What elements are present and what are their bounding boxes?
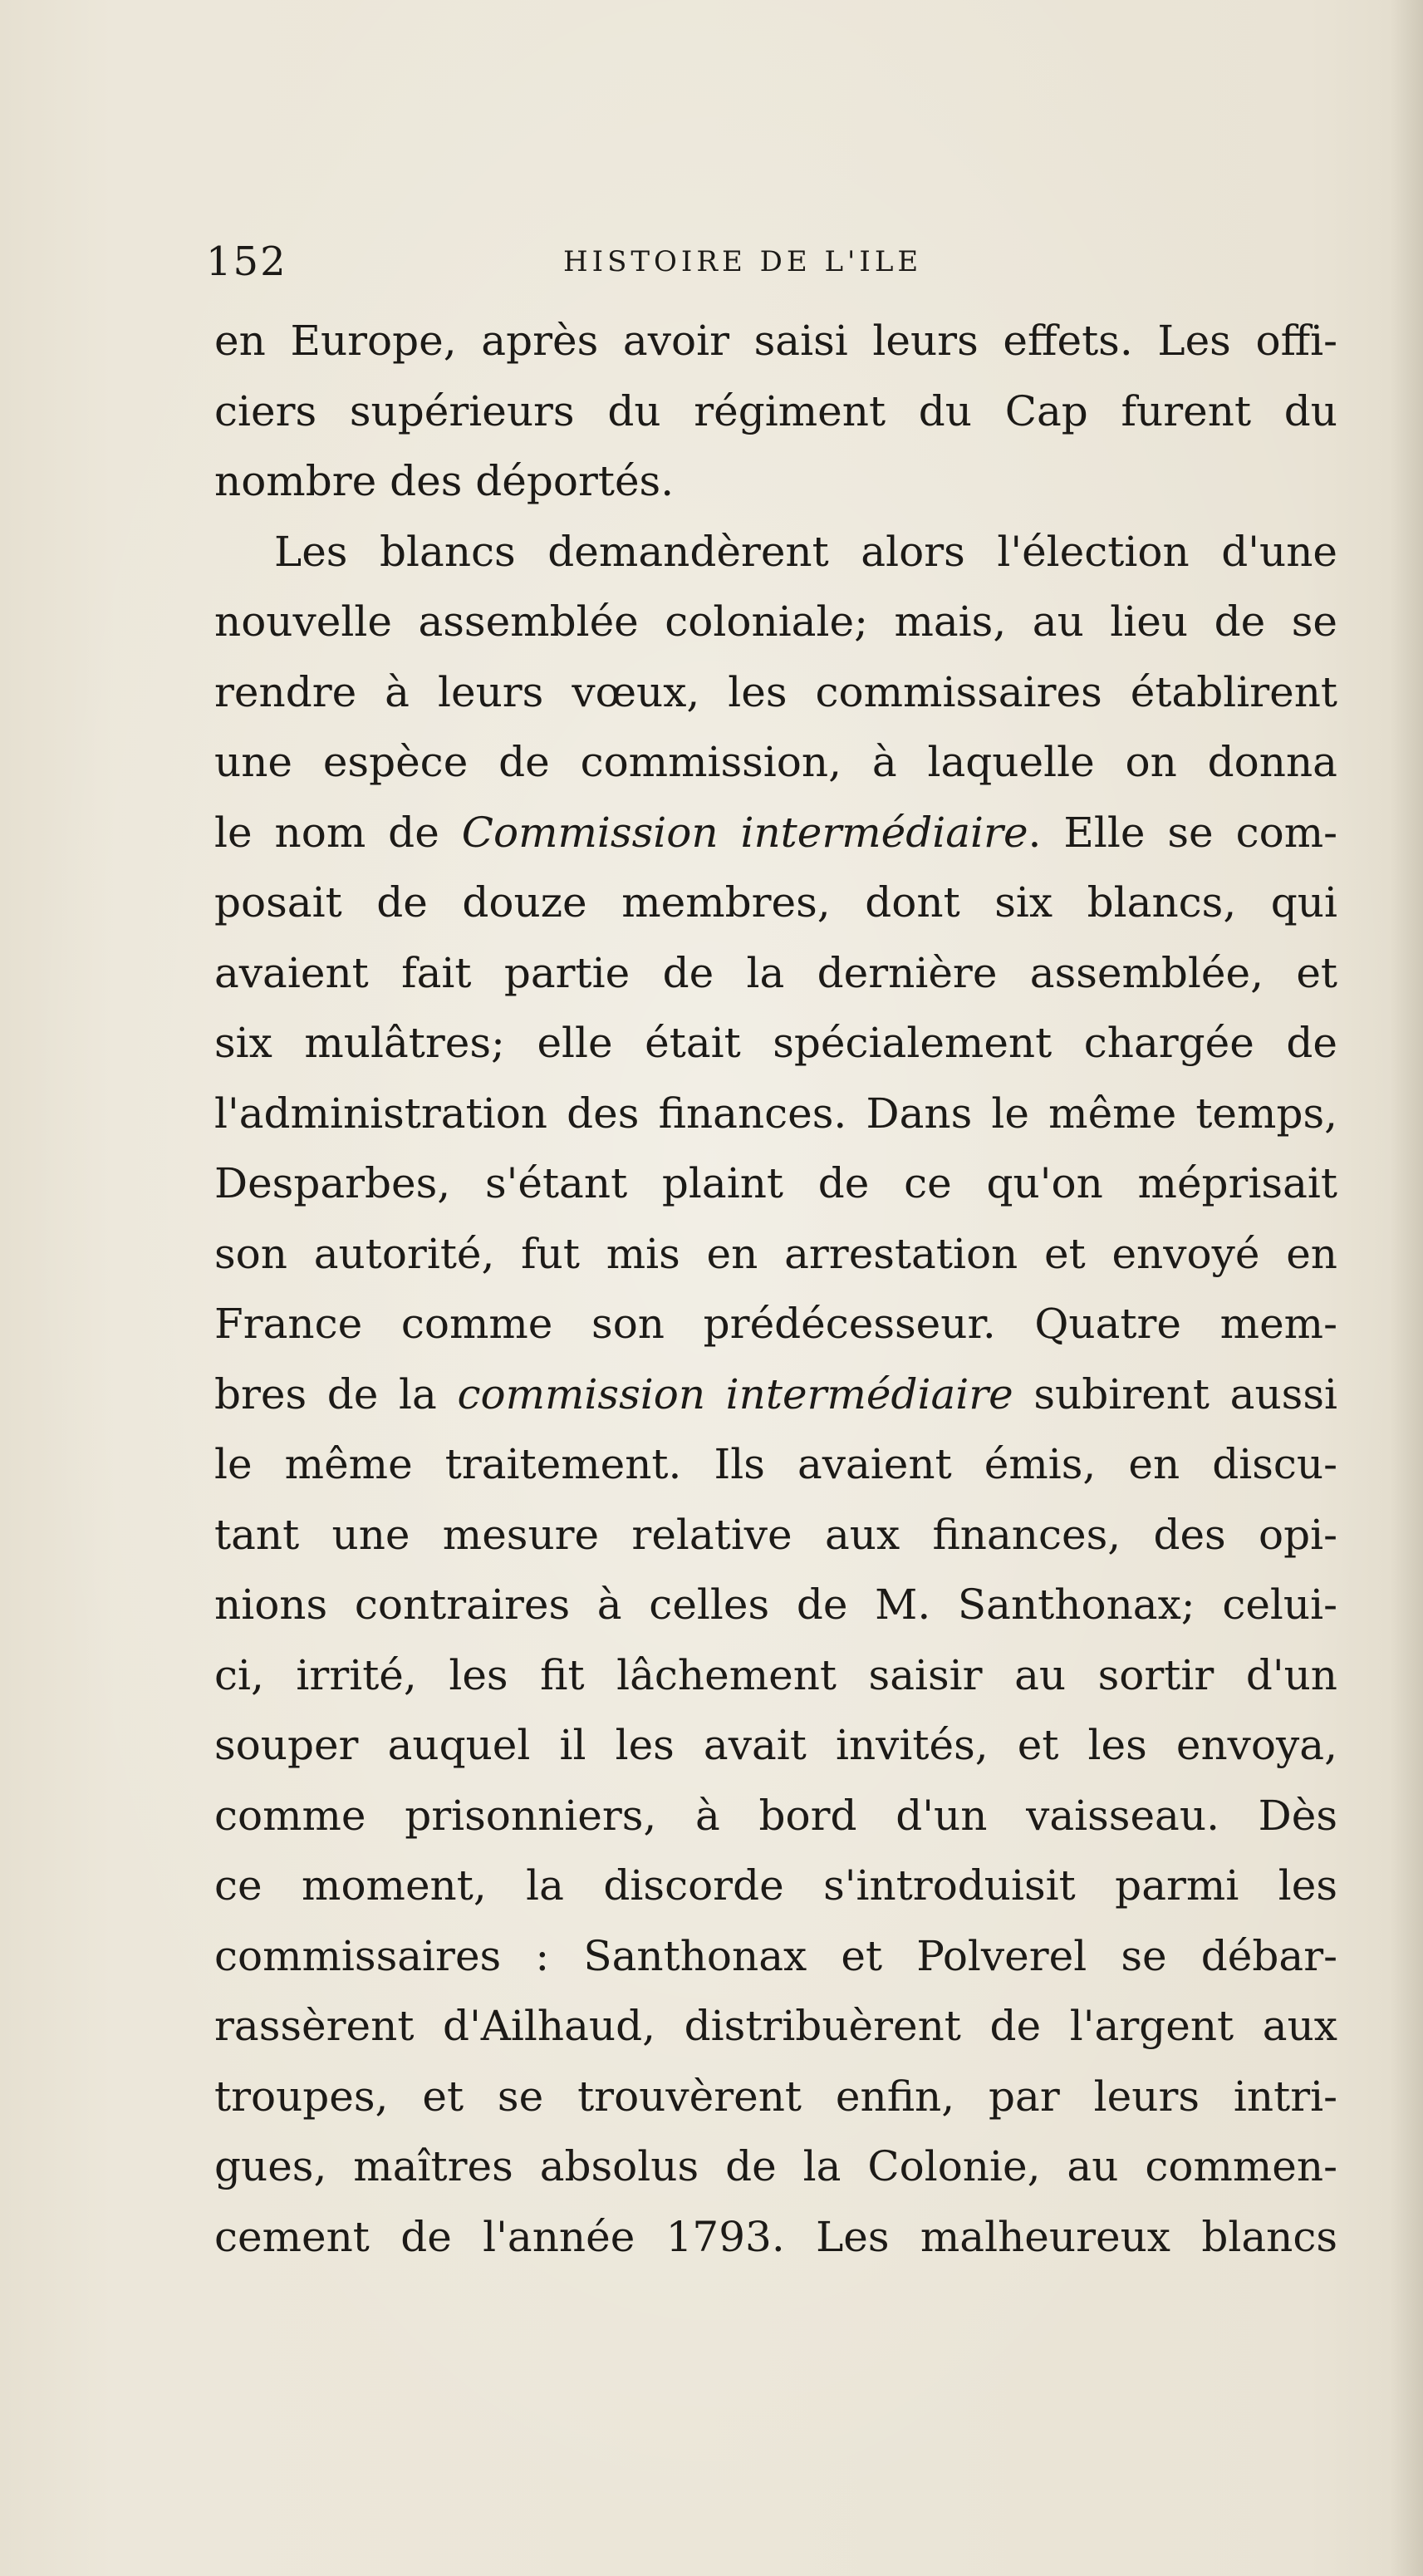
paragraph-start-line: Les blancs demandèrent alors l'élection d'une: [274, 527, 1337, 576]
text-line: nombre des déportés.: [214, 457, 675, 505]
text-line: tant une mesure relative aux finances, des opi-: [214, 1510, 1337, 1559]
page-edge-shadow: [1390, 0, 1423, 2576]
text-run: . Elle se com-: [1028, 808, 1338, 857]
text-line: avaient fait partie de la dernière assemblée, et: [214, 948, 1337, 997]
text-line: six mulâtres; elle était spécialement chargée de: [214, 1019, 1337, 1067]
text-line: France comme son prédécesseur. Quatre mem-: [214, 1300, 1337, 1348]
text-line: rendre à leurs vœux, les commissaires établirent: [214, 667, 1337, 716]
text-line: comme prisonniers, à bord d'un vaisseau. Dès: [214, 1791, 1337, 1840]
text-run: le nom de: [214, 808, 462, 857]
text-run: bres de la: [214, 1369, 458, 1418]
text-line: [214, 1359, 1337, 1430]
page-number: 152: [206, 238, 287, 285]
text-line: en Europe, après avoir saisi leurs effets. Les offi-: [214, 317, 1337, 365]
text-line: Desparbes, s'étant plaint de ce qu'on méprisait: [214, 1159, 1337, 1207]
text-line: le même traitement. Ils avaient émis, en discu-: [214, 1440, 1337, 1488]
page-header: [206, 237, 1336, 287]
text-line: nions contraires à celles de M. Santhonax; celui-: [214, 1581, 1337, 1629]
text-line: rassèrent d'Ailhaud, distribuèrent de l'argent aux: [214, 2002, 1337, 2050]
italic-term: commission intermédiaire: [457, 1369, 1013, 1418]
text-run: subirent aussi: [1013, 1369, 1337, 1418]
text-line: son autorité, fut mis en arrestation et envoyé en: [214, 1229, 1337, 1278]
text-line: gues, maîtres absolus de la Colonie, au commen-: [214, 2142, 1337, 2190]
text-line: ciers supérieurs du régiment du Cap furent du: [214, 386, 1337, 435]
text-line: souper auquel il les avait invités, et les envoya,: [214, 1721, 1337, 1769]
text-line: une espèce de commission, à laquelle on donna: [214, 738, 1337, 786]
text-line: troupes, et se trouvèrent enfin, par leurs intri-: [214, 2072, 1337, 2121]
text-line: nouvelle assemblée coloniale; mais, au lieu de se: [214, 597, 1337, 646]
text-line: ce moment, la discorde s'introduisit parmi les: [214, 1861, 1337, 1910]
running-title: HISTOIRE DE L'ILE: [563, 245, 923, 278]
text-line: posait de douze membres, dont six blancs, qui: [214, 878, 1337, 927]
text-line: l'administration des finances. Dans le même temps,: [214, 1089, 1337, 1138]
body-text: [214, 306, 1337, 2272]
text-line: cement de l'année 1793. Les malheureux blancs: [214, 2212, 1337, 2261]
italic-term: Commission intermédiaire: [461, 808, 1028, 857]
text-line: ci, irrité, les fit lâchement saisir au sortir d'un: [214, 1650, 1337, 1699]
text-line: [214, 798, 1337, 868]
text-line: commissaires : Santhonax et Polverel se débar-: [214, 1931, 1337, 1980]
